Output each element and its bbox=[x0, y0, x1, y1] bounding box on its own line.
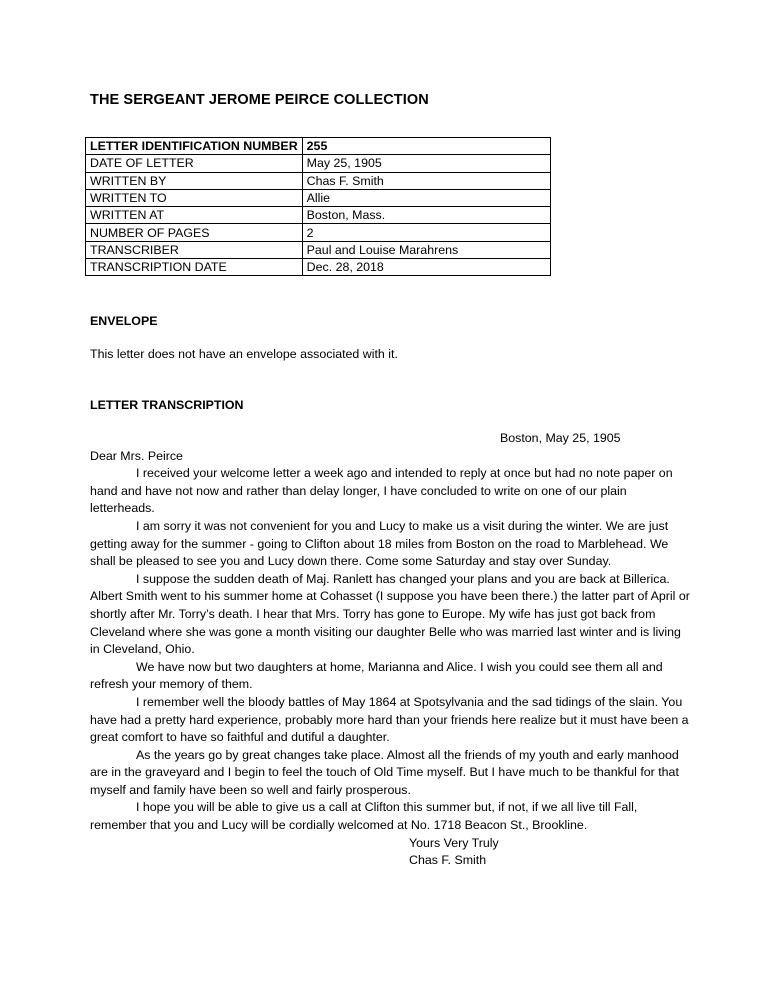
table-row bbox=[86, 189, 551, 206]
table-cell-label: NUMBER OF PAGES bbox=[86, 224, 303, 241]
letter-paragraph: I am sorry it was not convenient for you and Lucy to make us a visit during the winter. We are just getting away for the summer - going to Clifton about 18 miles from Boston on the road to Marblehead. We shall be pleased to see you and Lucy down there. Come some Saturday and stay over Sunday. bbox=[90, 518, 669, 569]
table-row bbox=[86, 138, 551, 155]
table-cell-label: TRANSCRIBER bbox=[86, 241, 303, 258]
letter-paragraph: I received your welcome letter a week ago and intended to reply at once but had no note paper on hand and have not now and rather than delay longer, I have concluded to write on one of our plain letterheads. bbox=[90, 466, 673, 516]
table-row bbox=[86, 241, 551, 258]
document-title: THE SERGEANT JEROME PEIRCE COLLECTION bbox=[90, 92, 429, 108]
letter-paragraph: I remember well the bloody battles of May 1864 at Spotsylvania and the sad tidings of the slain. You have had a pretty hard experience, probably more hard than your friends here realize but it must have been a great comfort to have so faithful and dutiful a daughter. bbox=[90, 694, 689, 745]
table-cell-label: WRITTEN BY bbox=[86, 172, 303, 189]
table-cell-label: WRITTEN AT bbox=[86, 207, 303, 224]
table-cell-label: WRITTEN TO bbox=[86, 189, 303, 206]
table-cell-label: DATE OF LETTER bbox=[86, 155, 303, 172]
table-cell-value: Chas F. Smith bbox=[302, 172, 550, 189]
table-cell-value: Paul and Louise Marahrens bbox=[302, 241, 550, 258]
letter-closing: Yours Very Truly bbox=[409, 835, 499, 850]
table-cell-value: Allie bbox=[302, 189, 550, 206]
envelope-heading: ENVELOPE bbox=[90, 314, 158, 328]
table-row bbox=[86, 155, 551, 172]
table-cell-value: 255 bbox=[302, 138, 550, 155]
table-row bbox=[86, 259, 551, 276]
letter-paragraph: I suppose the sudden death of Maj. Ranlett has changed your plans and you are back at Billerica. Albert Smith went to his summer home at Cohasset (I suppose you have been there.) the latter part of April or shortly after Mr. Torry’s death. I hear that Mrs. Torry has gone to Europe. My wife has just got back from Cleveland where she was gone a month visiting our daughter Belle who was married last winter and is living in Cleveland, Ohio. bbox=[90, 571, 690, 657]
envelope-text: This letter does not have an envelope associated with it. bbox=[90, 347, 398, 361]
letter-date-line: Boston, May 25, 1905 bbox=[500, 431, 621, 445]
table-cell-value: May 25, 1905 bbox=[302, 155, 550, 172]
letter-salutation: Dear Mrs. Peirce bbox=[90, 448, 183, 463]
table-cell-label: LETTER IDENTIFICATION NUMBER bbox=[86, 138, 303, 155]
table-row bbox=[86, 224, 551, 241]
letter-body bbox=[90, 430, 690, 870]
letter-transcription-heading: LETTER TRANSCRIPTION bbox=[90, 398, 244, 412]
table-cell-label: TRANSCRIPTION DATE bbox=[86, 259, 303, 276]
table-cell-value: 2 bbox=[302, 224, 550, 241]
letter-signature: Chas F. Smith bbox=[409, 853, 487, 868]
table-row bbox=[86, 172, 551, 189]
table-row bbox=[86, 207, 551, 224]
letter-metadata-table bbox=[85, 137, 551, 276]
table-cell-value: Boston, Mass. bbox=[302, 207, 550, 224]
letter-paragraph: I hope you will be able to give us a call at Clifton this summer but, if not, if we all live till Fall, remember that you and Lucy will be cordially welcomed at No. 1718 Beacon St., Brookline. bbox=[90, 800, 638, 833]
letter-paragraph: We have now but two daughters at home, Marianna and Alice. I wish you could see them all and refresh your memory of them. bbox=[90, 659, 663, 692]
table-cell-value: Dec. 28, 2018 bbox=[302, 259, 550, 276]
letter-paragraph: As the years go by great changes take place. Almost all the friends of my youth and early manhood are in the graveyard and I begin to feel the touch of Old Time myself. But I have much to be thankful for that myself and family have been so well and fairly prosperous. bbox=[90, 747, 679, 797]
